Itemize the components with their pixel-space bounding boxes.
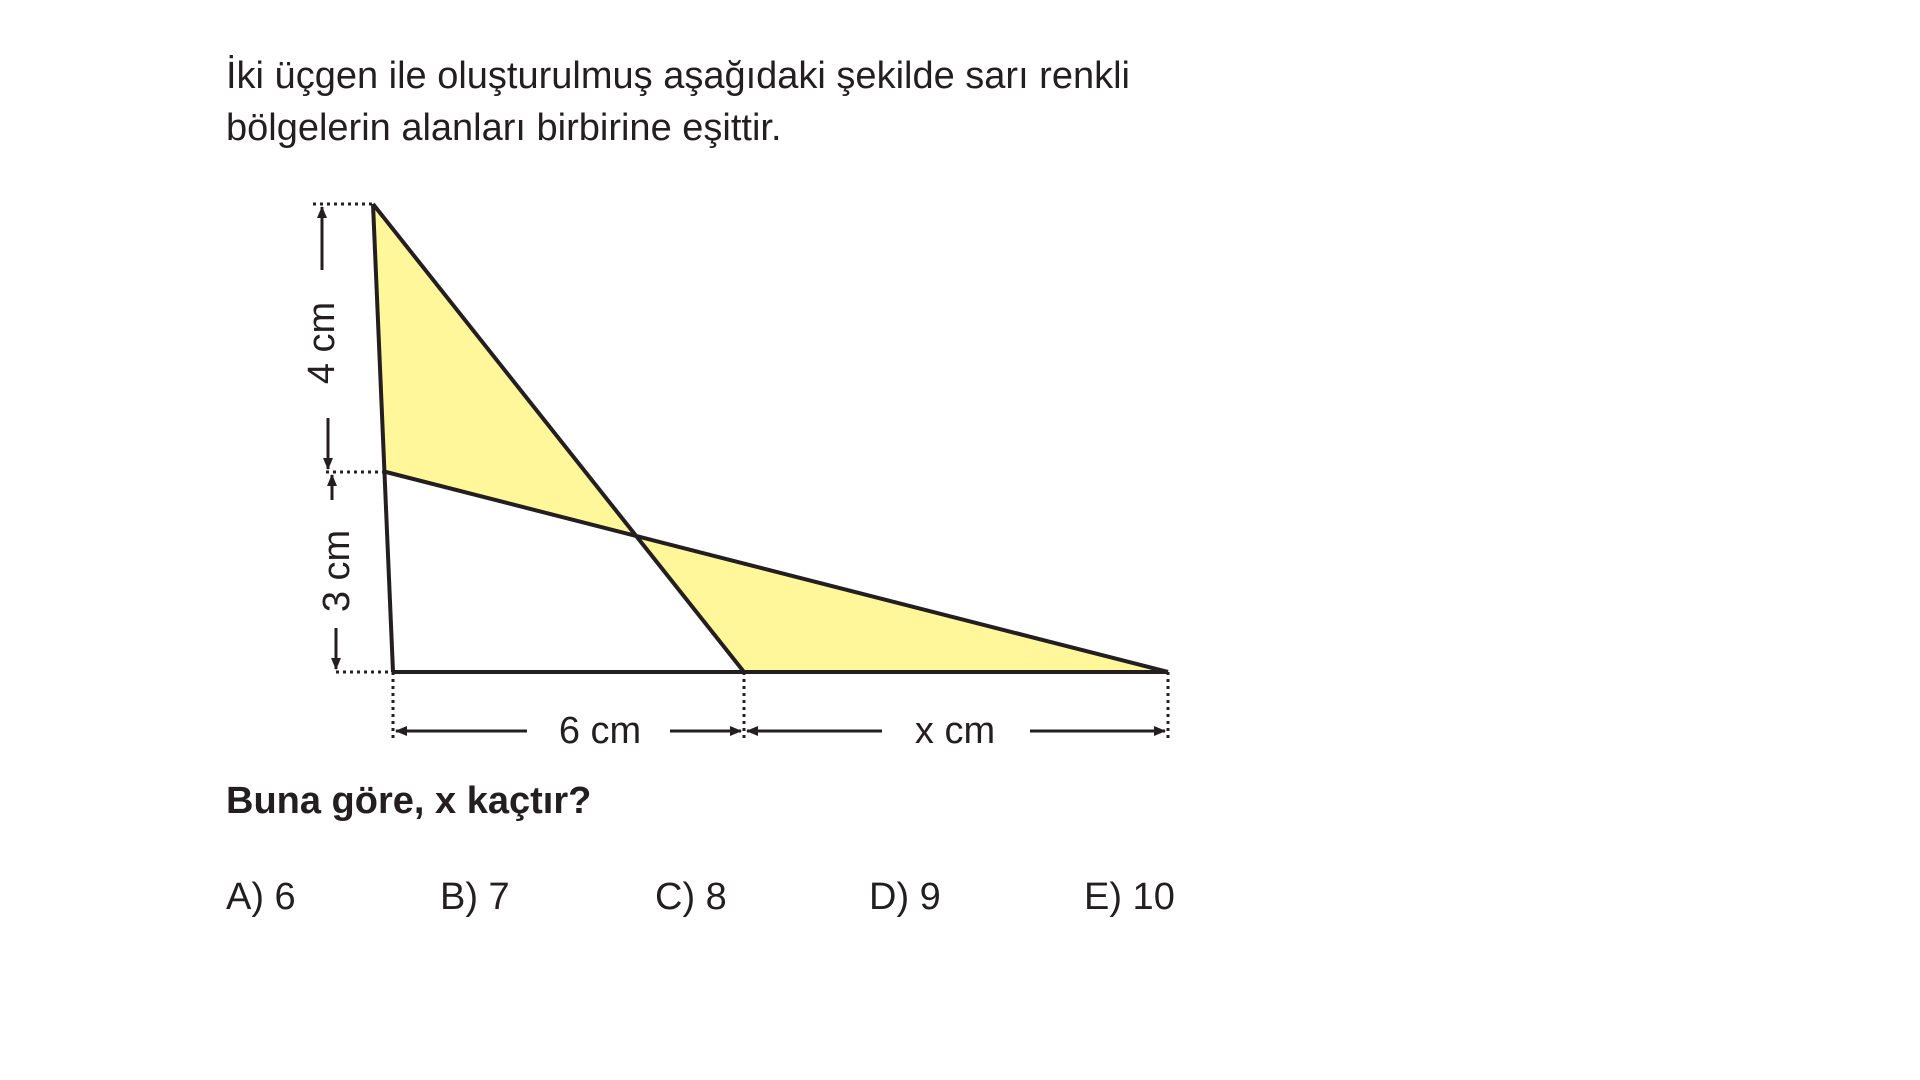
question-line-2: bölgelerin alanları birbirine eşittir. — [226, 107, 782, 149]
question-line-1: İki üçgen ile oluşturulmuş aşağıdaki şekilde sarı renkli — [226, 55, 1130, 97]
upper-height-label: 4 cm — [301, 301, 343, 385]
answer-choices — [226, 876, 1226, 932]
x-cm-label: x cm — [914, 710, 996, 752]
question-prompt: Buna göre, x kaçtır? — [226, 780, 592, 822]
choice-d[interactable]: D) 9 — [869, 876, 941, 918]
choice-c[interactable]: C) 8 — [655, 876, 727, 918]
six-cm-label: 6 cm — [558, 710, 642, 752]
choice-b[interactable]: B) 7 — [440, 876, 510, 918]
choice-a[interactable]: A) 6 — [226, 876, 296, 918]
lower-height-label: 3 cm — [316, 529, 358, 613]
choice-e[interactable]: E) 10 — [1084, 876, 1175, 918]
